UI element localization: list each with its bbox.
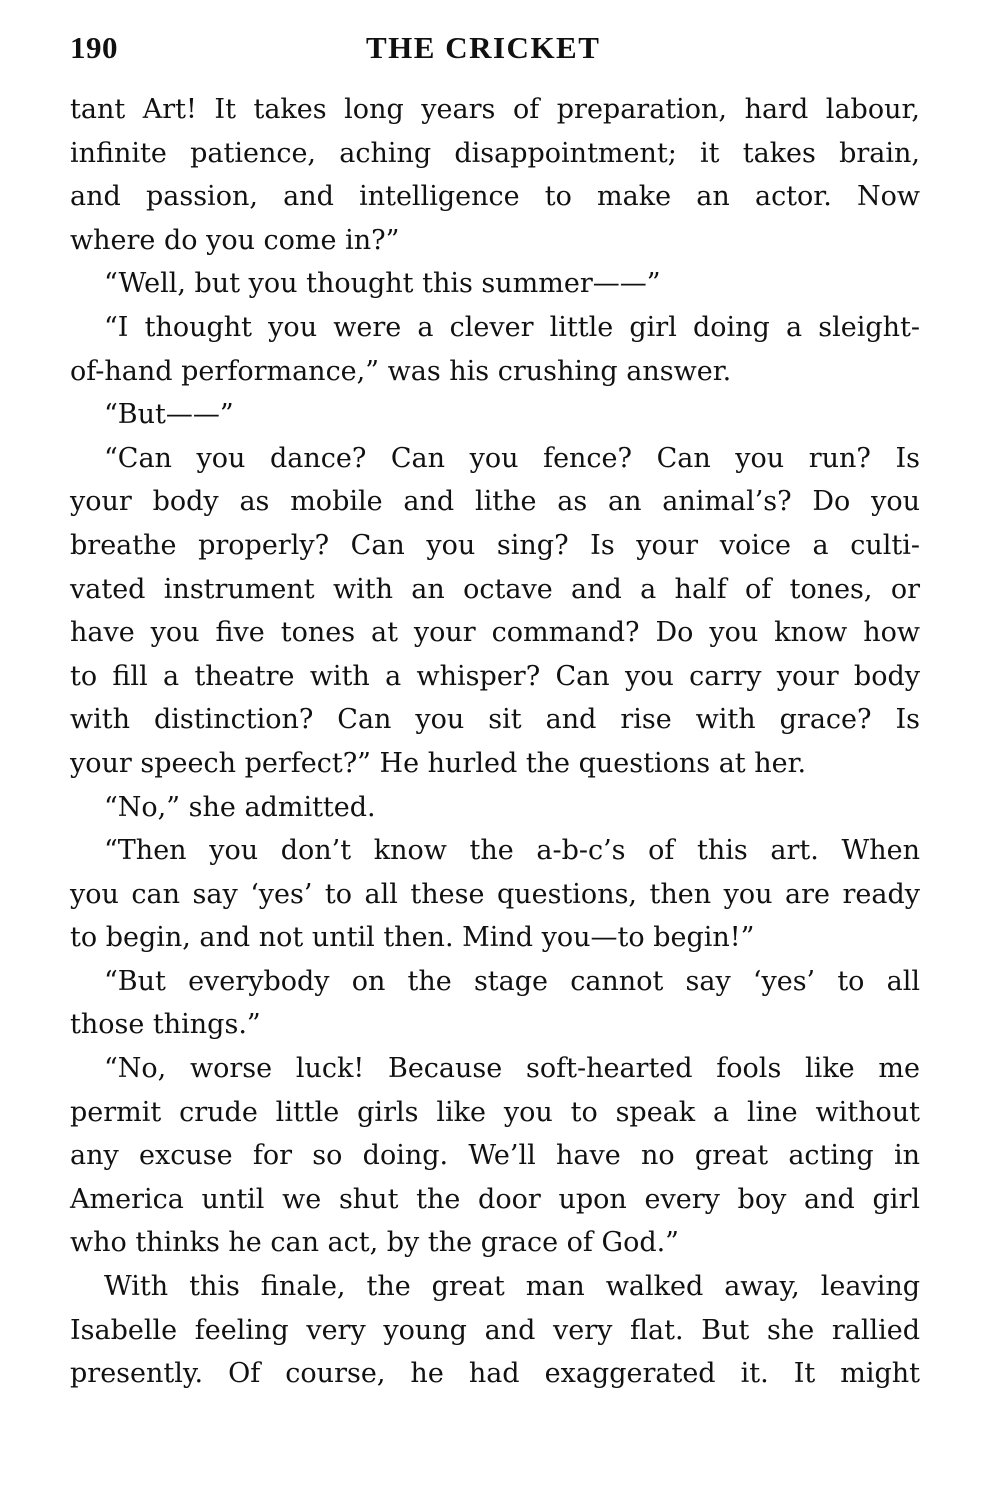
page-header [70, 30, 920, 74]
text-line: With this finale, the great man walked away, leaving [104, 1271, 920, 1303]
text-line: vated instrument with an octave and a half of tones, or [70, 573, 920, 605]
text-line: “Well, but you thought this summer——” [104, 268, 661, 300]
text-line: breathe properly? Can you sing? Is your voice a culti- [70, 529, 920, 561]
text-line: permit crude little girls like you to speak a line without [70, 1096, 920, 1128]
text-line: “No, worse luck! Because soft-hearted fools like me [104, 1053, 920, 1085]
page-number: 190 [70, 30, 118, 65]
text-line: your body as mobile and lithe as an animal’s? Do you [70, 486, 920, 518]
text-line: who thinks he can act, by the grace of God.” [70, 1227, 679, 1259]
body-text [70, 88, 920, 1396]
text-line: presently. Of course, he had exaggerated it. It might [70, 1358, 920, 1390]
text-line: any excuse for so doing. We’ll have no great acting in [70, 1140, 920, 1172]
text-line: your speech perfect?” He hurled the questions at her. [70, 747, 807, 779]
text-line: with distinction? Can you sit and rise with grace? Is [70, 704, 920, 736]
text-line: where do you come in?” [70, 224, 400, 256]
text-line: “But——” [104, 399, 234, 431]
text-line: “No,” she admitted. [104, 791, 376, 823]
text-line: America until we shut the door upon every boy and girl [70, 1183, 920, 1215]
text-line: Isabelle feeling very young and very flat. But she rallied [70, 1314, 920, 1346]
text-line: infinite patience, aching disappointment; it takes brain, [70, 137, 920, 169]
text-line: you can say ‘yes’ to all these questions, then you are ready [70, 878, 920, 910]
text-line: “But everybody on the stage cannot say ‘yes’ to all [104, 965, 920, 997]
text-line: “Then you don’t know the a-b-c’s of this art. When [104, 835, 920, 867]
text-line: have you five tones at your command? Do you know how [70, 617, 920, 649]
text-line: “I thought you were a clever little girl doing a sleight- [104, 311, 920, 343]
text-line: “Can you dance? Can you fence? Can you run? Is [104, 442, 920, 474]
text-line: of-hand performance,” was his crushing answer. [70, 355, 732, 387]
text-line: to begin, and not until then. Mind you—to begin!” [70, 922, 755, 954]
text-line: tant Art! It takes long years of preparation, hard labour, [70, 94, 920, 125]
running-title: THE CRICKET [366, 30, 601, 65]
text-line: and passion, and intelligence to make an actor. Now [70, 181, 920, 213]
text-line: to fill a theatre with a whisper? Can you carry your body [70, 660, 920, 692]
text-line: those things.” [70, 1009, 261, 1041]
